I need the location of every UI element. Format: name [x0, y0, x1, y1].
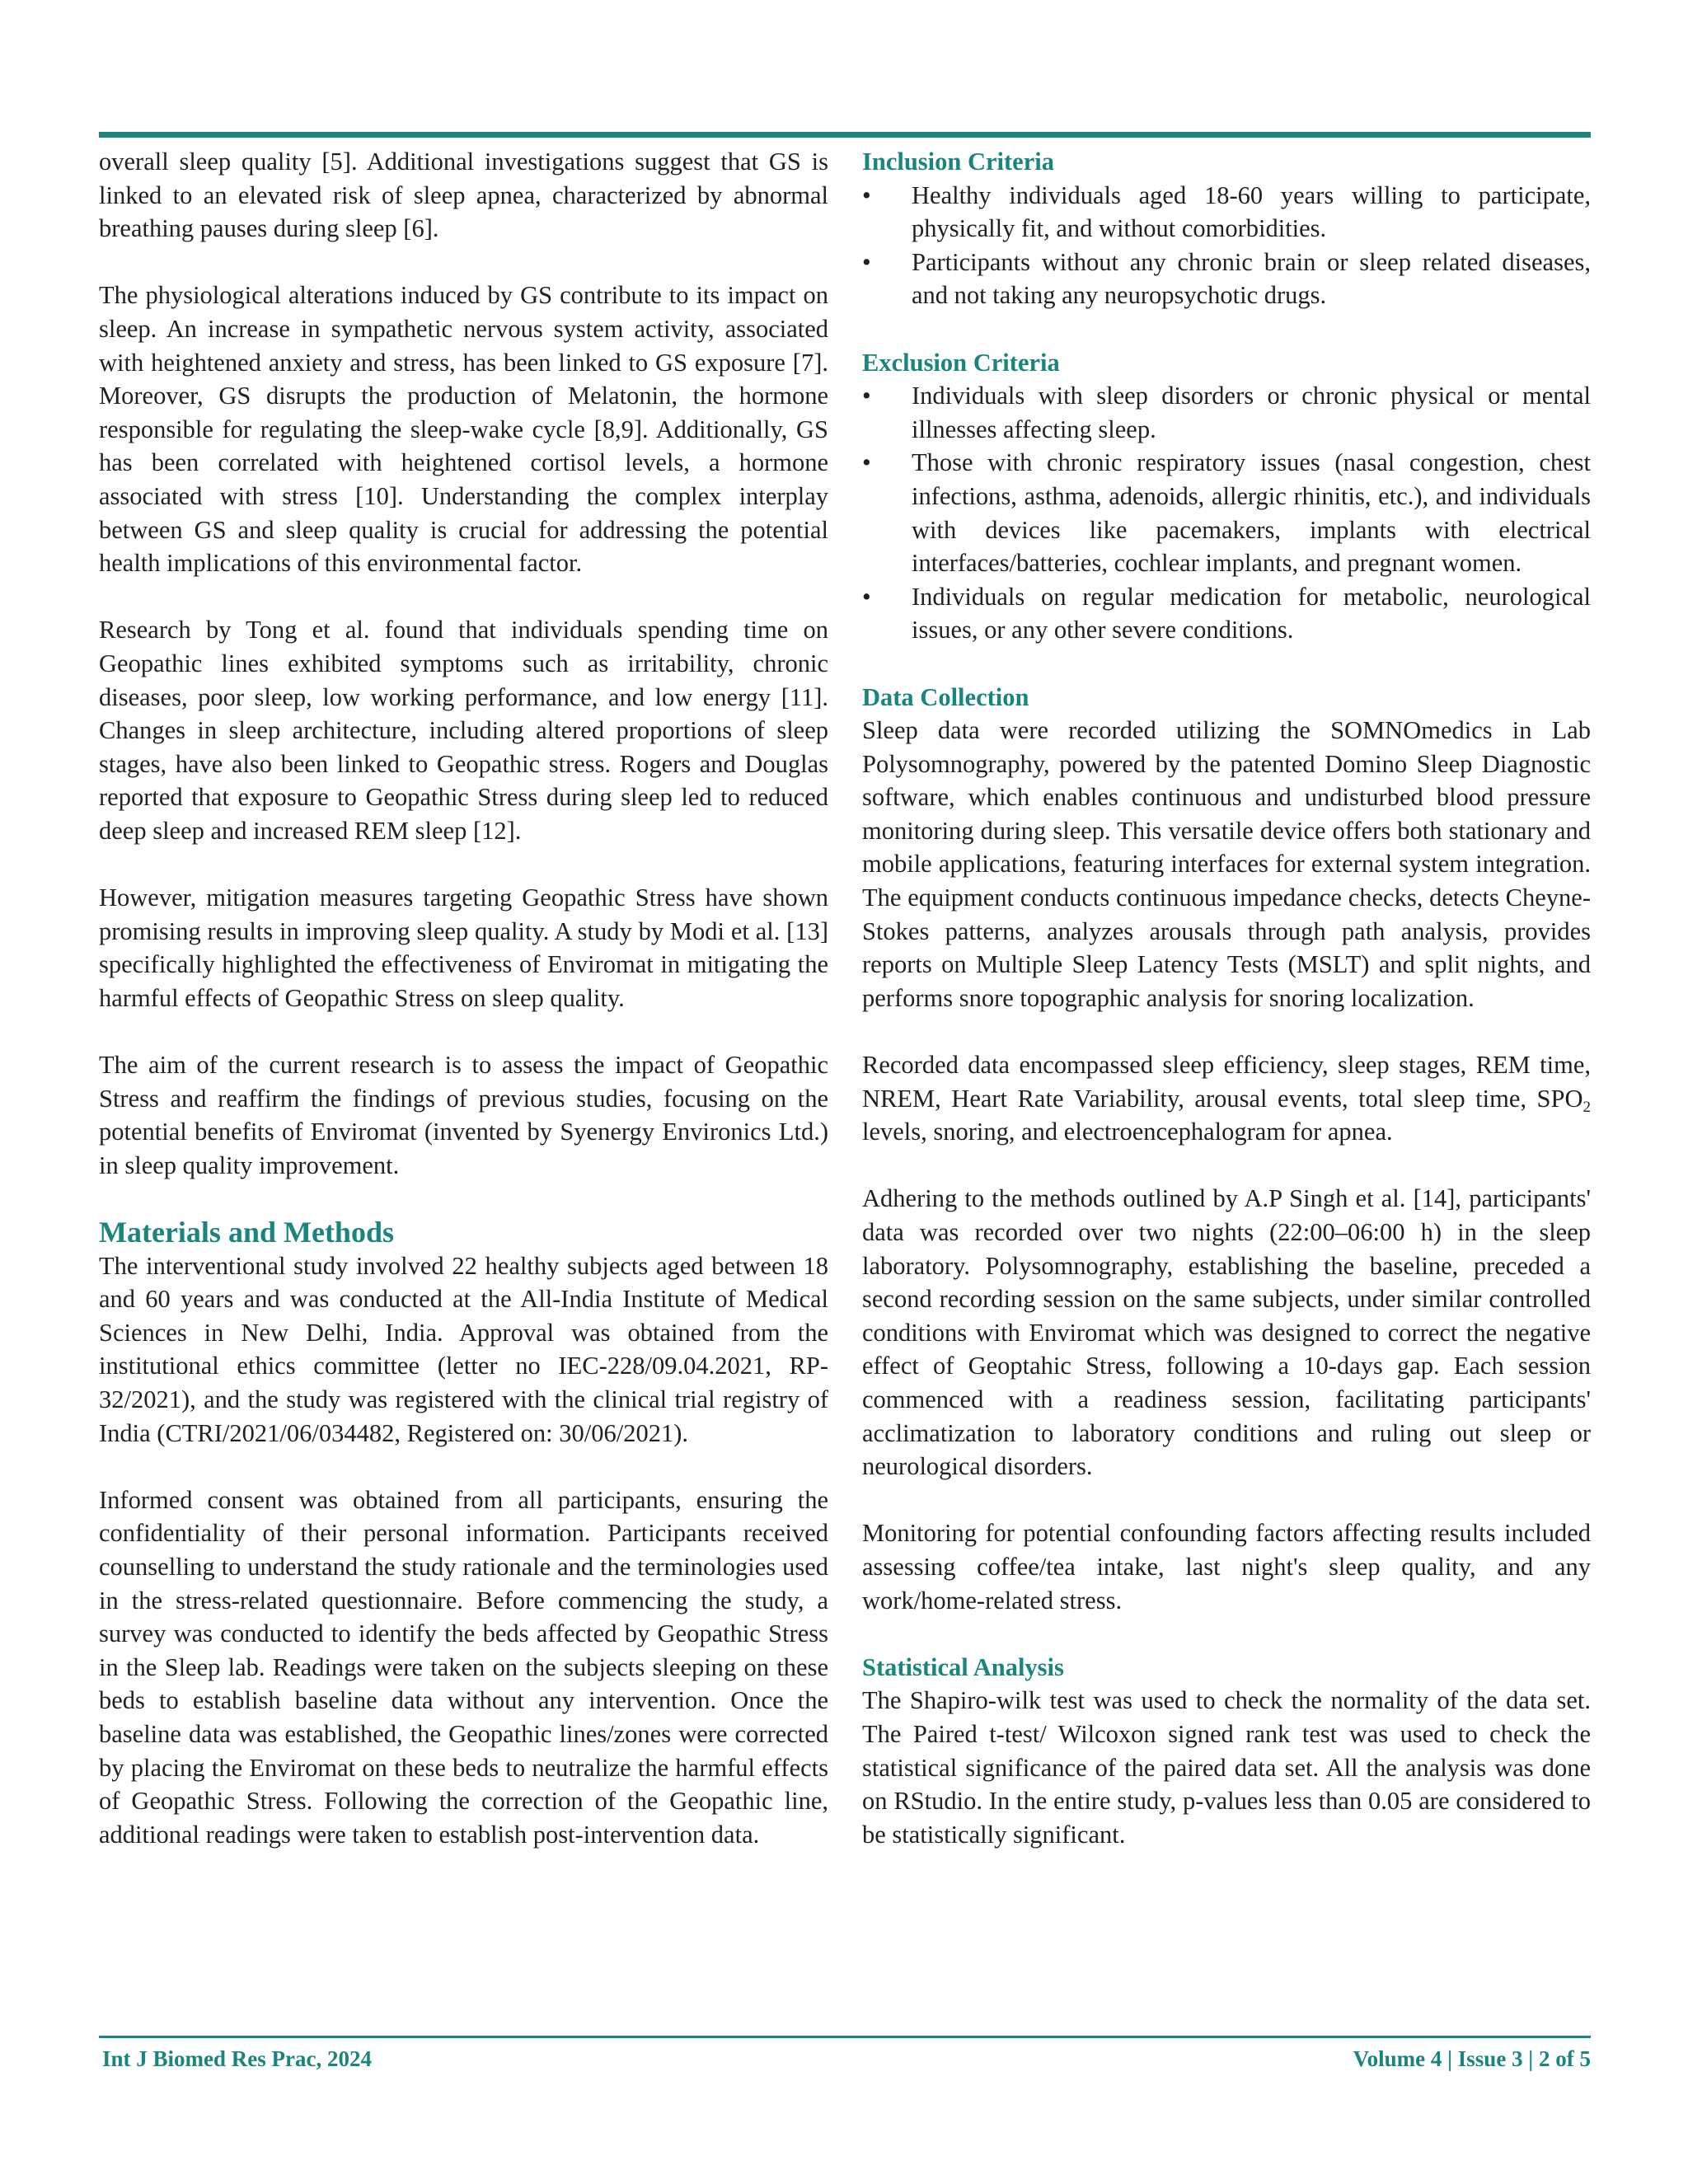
subheading-exclusion-criteria: Exclusion Criteria: [862, 348, 1060, 377]
body-paragraph-recorded-data: [862, 1048, 1591, 1149]
list-item: [862, 446, 1591, 579]
text-run: Recorded data encompassed sleep efficiency, sleep stages, REM time, NREM, Heart Rate Variability, arousal events, total sleep time, SPO: [862, 1051, 1591, 1113]
inclusion-list: [862, 179, 1591, 312]
list-item-text: Individuals on regular medication for metabolic, neurological issues, or any other severe conditions.: [912, 582, 1591, 644]
section-heading-materials-methods: Materials and Methods: [99, 1216, 394, 1249]
right-column: [862, 145, 1591, 1851]
list-item-text: Individuals with sleep disorders or chronic physical or mental illnesses affecting sleep.: [912, 382, 1591, 443]
body-paragraph: However, mitigation measures targeting Geopathic Stress have shown promising results in improving sleep quality. A study by Modi et al. [13] specifically highlighted the effectiveness of Enviromat in mitigating the harmful effects of Geopathic Stress on sleep quality.: [99, 883, 828, 1012]
list-item: [862, 179, 1591, 246]
list-item-text: Healthy individuals aged 18-60 years willing to participate, physically fit, and without comorbidities.: [912, 180, 1591, 243]
body-paragraph: The physiological alterations induced by GS contribute to its impact on sleep. An increase in sympathetic nervous system activity, associated with heightened anxiety and stress, has been linked to GS exposure [7]. Moreover, GS disrupts the production of Melatonin, the hormone responsible for regulating the sleep-wake cycle [8,9]. Additionally, GS has been correlated with heightened cortisol levels, a hormone associated with stress [10]. Understanding the complex interplay between GS and sleep quality is crucial for addressing the potential health implications of this environmental factor.: [99, 281, 828, 578]
bullet-icon: •: [862, 180, 871, 209]
list-item: [862, 246, 1591, 312]
bullet-icon: •: [862, 382, 871, 410]
body-paragraph: Adhering to the methods outlined by A.P Singh et al. [14], participants' data was recorded over two nights (22:00–06:00 h) in the sleep laboratory. Polysomnography, establishing the baseline, preceded a second recording session on the same subjects, under similar controlled conditions with Enviromat which was designed to correct the negative effect of Geoptahic Stress, following a 10-days gap. Each session commenced with a readiness session, facilitating participants' acclimatization to laboratory conditions and ruling out sleep or neurological disorders.: [862, 1184, 1591, 1481]
subscript-2: 2: [1582, 1098, 1591, 1116]
bullet-icon: •: [862, 247, 871, 276]
left-column: [99, 145, 828, 1851]
list-item-text: Those with chronic respiratory issues (nasal congestion, chest infections, asthma, adenoids, allergic rhinitis, etc.), and individuals with devices like pacemakers, implants with electrical interfaces/batteries, cochlear implants, and pregnant women.: [912, 448, 1591, 578]
exclusion-list: [862, 379, 1591, 647]
header-rule: [99, 132, 1591, 138]
subheading-inclusion-criteria: Inclusion Criteria: [862, 148, 1054, 176]
body-paragraph: Sleep data were recorded utilizing the SOMNOmedics in Lab Polysomnography, powered by the patented Domino Sleep Diagnostic software, which enables continuous and undisturbed blood pressure monitoring during sleep. This versatile device offers both stationary and mobile applications, featuring interfaces for external system integration. The equipment conducts continuous impedance checks, detects Cheyne-Stokes patterns, analyzes arousals through path analysis, provides reports on Multiple Sleep Latency Tests (MSLT) and split nights, and performs snore topographic analysis for snoring localization.: [862, 716, 1591, 1012]
body-paragraph: The Shapiro-wilk test was used to check the normality of the data set. The Paired t-test/ Wilcoxon signed rank test was used to check the statistical significance of the paired data set. All the analysis was done on RStudio. In the entire study, p-values less than 0.05 are considered to be statistically significant.: [862, 1686, 1591, 1849]
footer-rule: [99, 2036, 1591, 2038]
list-item: [862, 580, 1591, 647]
list-item: [862, 379, 1591, 446]
footer-journal: Int J Biomed Res Prac, 2024: [102, 2046, 372, 2071]
body-paragraph: Research by Tong et al. found that individuals spending time on Geopathic lines exhibited symptoms such as irritability, chronic diseases, poor sleep, low working performance, and low energy [11]. Changes in sleep architecture, including altered proportions of sleep stages, have also been linked to Geopathic stress. Rogers and Douglas reported that exposure to Geopathic Stress during sleep led to reduced deep sleep and increased REM sleep [12].: [99, 616, 828, 845]
body-paragraph: overall sleep quality [5]. Additional investigations suggest that GS is linked to an elevated risk of sleep apnea, characterized by abnormal breathing pauses during sleep [6].: [99, 148, 828, 243]
text-run: levels, snoring, and electroencephalogram for apnea.: [862, 1118, 1393, 1146]
subheading-data-collection: Data Collection: [862, 682, 1029, 711]
list-item-text: Participants without any chronic brain or sleep related diseases, and not taking any neuropsychotic drugs.: [912, 247, 1591, 310]
body-paragraph: Informed consent was obtained from all participants, ensuring the confidentiality of their personal information. Participants received counselling to understand the study rationale and the terminologies used in the stress-related questionnaire. Before commencing the study, a survey was conducted to identify the beds affected by Geopathic Stress in the Sleep lab. Readings were taken on the subjects sleeping on these beds to establish baseline data without any intervention. Once the baseline data was established, the Geopathic lines/zones were corrected by placing the Enviromat on these beds to neutralize the harmful effects of Geopathic Stress. Following the correction of the Geopathic line, additional readings were taken to establish post-intervention data.: [99, 1485, 828, 1849]
footer-issue-info: Volume 4 | Issue 3 | 2 of 5: [1353, 2046, 1591, 2071]
subheading-statistical-analysis: Statistical Analysis: [862, 1652, 1064, 1681]
body-paragraph: The aim of the current research is to assess the impact of Geopathic Stress and reaffirm the findings of previous studies, focusing on the potential benefits of Enviromat (invented by Syenergy Environics Ltd.) in sleep quality improvement.: [99, 1051, 828, 1179]
body-paragraph: The interventional study involved 22 healthy subjects aged between 18 and 60 years and was conducted at the All-India Institute of Medical Sciences in New Delhi, India. Approval was obtained from the institutional ethics committee (letter no IEC-228/09.04.2021, RP-32/2021), and the study was registered with the clinical trial registry of India (CTRI/2021/06/034482, Registered on: 30/06/2021).: [99, 1251, 828, 1447]
bullet-icon: •: [862, 582, 871, 611]
body-paragraph: Monitoring for potential confounding factors affecting results included assessing coffee/tea intake, last night's sleep quality, and any work/home-related stress.: [862, 1519, 1591, 1615]
bullet-icon: •: [862, 448, 871, 477]
